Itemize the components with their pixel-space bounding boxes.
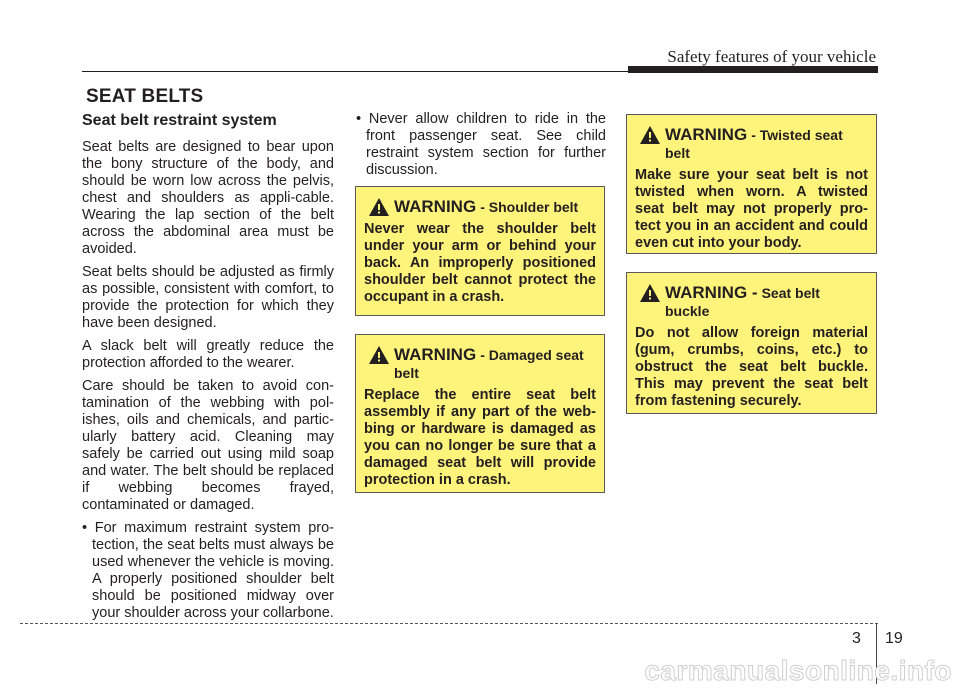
warning-triangle-icon [639, 283, 661, 303]
warning-heading [368, 197, 596, 217]
warning-label: WARNING [394, 345, 477, 364]
paragraph: Seat belts should be adjusted as firmly as possible, consistent with comfort, to provide the protection for which they have been designed. [82, 264, 334, 331]
warning-box-seat-belt-buckle [626, 272, 877, 414]
warning-triangle-icon [639, 125, 661, 145]
header-rule [82, 71, 710, 72]
footer-rule [20, 623, 878, 624]
warning-body: Do not allow foreign material (gum, crumbs, coins, etc.) to obstruct the seat belt buckle. This may prevent the seat belt from fastening securely. [635, 325, 868, 409]
warning-subtitle: - Twisted seat belt [665, 127, 843, 161]
warning-heading [368, 345, 596, 383]
watermark: carmanualsonline.info [644, 655, 952, 686]
warning-body: Replace the entire seat belt assembly if any part of the web-bing or hardware is damaged as you can no longer be sure that a damaged seat belt will provide protection in a crash. [364, 387, 596, 488]
warning-body: Make sure your seat belt is not twisted when worn. A twisted seat belt may not properly pro-tect you in an accident and could even cut into your body. [635, 167, 868, 251]
subheading: Seat belt restraint system [82, 112, 277, 129]
warning-heading [639, 283, 868, 321]
chapter-number: 3 [852, 630, 861, 647]
warning-box-damaged-seat-belt [355, 334, 605, 493]
warning-box-twisted-seat-belt [626, 114, 877, 254]
paragraph: Care should be taken to avoid con-tamination of the webbing with pol-ishes, oils and chemicals, and partic-ularly battery acid. Cleaning may safely be carried out using mild soap and water. The belt should be replaced if webbing becomes frayed, contaminated or damaged. [82, 378, 334, 513]
section-title: SEAT BELTS [86, 86, 204, 107]
bullet-item: • Never allow children to ride in the front passenger seat. See child restraint system section for further discussion. [356, 111, 606, 178]
header-rule-thick [628, 66, 878, 73]
warning-subtitle: - Damaged seat belt [394, 347, 584, 381]
warning-heading [639, 125, 868, 163]
warning-subtitle: - Shoulder belt [480, 199, 579, 215]
column-1 [82, 111, 334, 628]
warning-label: WARNING - [665, 283, 758, 302]
warning-label: WARNING [394, 197, 477, 216]
warning-box-shoulder-belt [355, 186, 605, 316]
warning-triangle-icon [368, 345, 390, 365]
warning-label: WARNING [665, 125, 748, 144]
warning-body: Never wear the shoulder belt under your arm or behind your back. An improperly positioned shoulder belt cannot protect the occupant in a crash. [364, 221, 596, 305]
running-header: Safety features of your vehicle [667, 47, 876, 66]
paragraph: Seat belts are designed to bear upon the bony structure of the body, and should be worn low across the pelvis, chest and shoulders as appli-cable. Wearing the lap section of the belt across the abdominal area must be avoided. [82, 139, 334, 257]
paragraph: A slack belt will greatly reduce the protection afforded to the wearer. [82, 338, 334, 371]
bullet-item: • For maximum restraint system pro-tection, the seat belts must always be used whenever the vehicle is moving. A properly positioned shoulder belt should be positioned midway over your shoulder across your collarbone. [82, 520, 334, 621]
warning-triangle-icon [368, 197, 390, 217]
column-2 [356, 111, 606, 185]
page-number: 19 [885, 630, 903, 647]
warning-subtitle: Seat belt buckle [665, 285, 820, 319]
